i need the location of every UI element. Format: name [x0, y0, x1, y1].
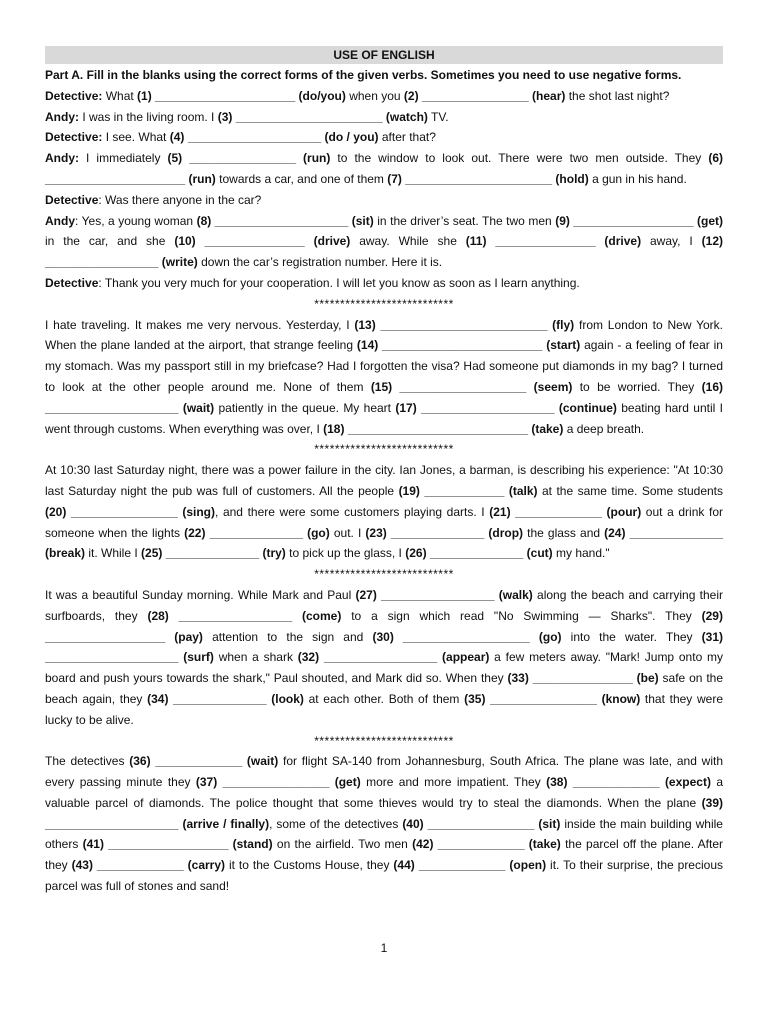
bold-run: (7) ______________________ (hold)	[387, 171, 589, 186]
bold-run: (37) ________________ (get)	[195, 775, 361, 790]
bold-run: Andy	[45, 213, 75, 228]
bold-run: (41) __________________ (stand)	[82, 837, 273, 852]
text-run: I was in the living room. I	[79, 109, 218, 124]
separator: ***************************	[314, 296, 454, 311]
bold-run: (30) ___________________ (go)	[372, 629, 562, 644]
text-run: a few meters away. "Mark! Jump onto my board and push yours towards the shark," Paul shouted, and Mark did so. When they	[45, 650, 724, 686]
text-run: along the beach and carrying their surfboards, they	[45, 587, 723, 623]
bold-run: (17) ____________________ (continue)	[395, 400, 617, 415]
text-run: , and there were some customers playing darts. I	[215, 504, 490, 519]
bold-run: Detective	[45, 275, 99, 290]
text-run: towards a car, and one of them	[215, 171, 388, 186]
text-run: the shot last night?	[565, 88, 670, 103]
text-run: inside the main building while others	[45, 816, 723, 852]
bold-run: (15) ___________________ (seem)	[370, 379, 573, 394]
bold-run: (42) _____________ (take)	[412, 837, 561, 852]
bold-run: (44) _____________ (open)	[393, 858, 547, 873]
bold-run: (36) _____________ (wait)	[129, 754, 279, 769]
text-run: on the airfield. Two men	[272, 837, 413, 852]
text-run: I hate traveling. It makes me very nervous. Yesterday, I	[45, 317, 355, 332]
text-run: when you	[345, 88, 404, 103]
text-run: that they were lucky to be alive.	[45, 691, 723, 727]
text-run: to be worried. They	[572, 379, 702, 394]
bold-run: (38) _____________ (expect)	[546, 775, 711, 790]
text-run: It was a beautiful Sunday morning. While Mark and Paul	[45, 587, 356, 602]
text-run: in the driver’s seat. The two men	[373, 213, 556, 228]
bold-run: (25) ______________ (try)	[141, 546, 286, 561]
bold-run: (18) ___________________________ (take)	[323, 421, 564, 436]
bold-run: (9) __________________ (get)	[555, 213, 724, 228]
bold-run: (35) ________________ (know)	[464, 691, 641, 706]
page-title: USE OF ENGLISH	[45, 46, 723, 64]
bold-run: (43) _____________ (carry)	[71, 858, 225, 873]
bold-run: (6) _____________________ (run)	[45, 151, 723, 186]
text-run: after that?	[378, 130, 436, 145]
text-run: : Yes, a young woman	[75, 213, 197, 228]
text-run: The detectives	[45, 754, 130, 769]
text-run: TV.	[427, 109, 449, 124]
bold-run: (19) ____________ (talk)	[398, 483, 538, 498]
text-run: I immediately	[79, 151, 168, 166]
worksheet-page	[45, 46, 723, 897]
bold-run: (31) ____________________ (surf)	[45, 629, 724, 665]
bold-run: (10) _______________ (drive)	[174, 234, 351, 249]
bold-run: (24) ______________ (break)	[45, 525, 724, 561]
bold-run: Detective:	[45, 88, 103, 103]
page-number: 1	[380, 941, 388, 955]
bold-run: (2) ________________ (hear)	[403, 88, 566, 103]
bold-run: (39) ____________________ (arrive / finally)	[45, 795, 723, 831]
text-run: : Thank you very much for your cooperation. I will let you know as soon as I learn anything.	[98, 275, 580, 290]
bold-run: (26) ______________ (cut)	[405, 546, 553, 561]
text-run: to a sign which read "No Swimming — Sharks". They	[341, 608, 702, 623]
bold-run: Detective:	[45, 130, 103, 145]
text-run: again - a feeling of fear in my stomach. Was my passport still in my briefcase? Had I forgotten the visa? Had someone put diamonds in my bag? I turned to look at the other people around me. None of them	[45, 338, 723, 394]
text-run: out. I	[329, 525, 366, 540]
bold-run: Andy:	[45, 109, 79, 124]
text-run: it. While I	[85, 546, 142, 561]
bold-run: Detective	[45, 192, 99, 207]
paragraph-sharks	[45, 585, 723, 731]
text-run: in the car, and she	[45, 234, 175, 249]
bold-run: (8) ____________________ (sit)	[196, 213, 374, 228]
bold-run: (12) _________________ (write)	[45, 234, 723, 270]
bold-run: (21) _____________ (pour)	[489, 504, 642, 519]
text-run: down the car’s registration number. Here it is.	[197, 255, 443, 270]
text-run: a deep breath.	[563, 421, 645, 436]
text-run: At 10:30 last Saturday night, there was a power failure in the city. Ian Jones, a barman, is describing his experience: "At 10:30 last Saturday night the pub was full of customers. All the people	[45, 463, 723, 498]
instruction-bold: Part A. Fill in the blanks using the correct forms of the given verbs. Sometimes you need to use negative forms.	[45, 68, 682, 82]
separator: ***************************	[314, 567, 454, 582]
text-run: patiently in the queue. My heart	[214, 400, 396, 415]
paragraph-traveling	[45, 315, 723, 440]
text-run: the glass and	[523, 525, 605, 540]
text-run: a valuable parcel of diamonds. The police thought that some thieves would try to steal the diamonds. When the plane	[45, 775, 723, 810]
instruction-text	[45, 65, 723, 86]
text-run: out a drink for someone when the lights	[45, 504, 723, 540]
bold-run: (23) ______________ (drop)	[365, 525, 524, 540]
text-run: the parcel off the plane. After they	[45, 837, 723, 873]
text-run: safe on the beach again, they	[45, 671, 723, 706]
text-run: it. To their surprise, the precious parcel was full of stones and sand!	[45, 858, 723, 894]
text-run: a gun in his hand.	[588, 171, 687, 186]
text-run: beating hard until I went through customs. When everything was over, I	[45, 400, 723, 436]
text-run: , some of the detectives	[269, 816, 403, 831]
separator: ***************************	[314, 733, 454, 748]
text-run: into the water. They	[561, 629, 702, 644]
text-run: away, I	[641, 234, 702, 249]
paragraph-dialogue	[45, 86, 723, 294]
text-run: to the window to look out. There were two men outside. They	[330, 151, 709, 166]
text-run: my hand."	[552, 546, 610, 561]
text-run: What	[102, 88, 138, 103]
bold-run: (11) _______________ (drive)	[465, 234, 642, 249]
bold-run: (34) ______________ (look)	[147, 691, 304, 706]
bold-run: (32) _________________ (appear)	[297, 650, 490, 665]
bold-run: (29) __________________ (pay)	[45, 608, 723, 644]
bold-run: (14) ________________________ (start)	[356, 338, 581, 353]
text-run: attention to the sign and	[202, 629, 373, 644]
bold-run: (28) _________________ (come)	[147, 608, 342, 623]
text-run: : Was there anyone in the car?	[98, 192, 262, 207]
text-run: away. While she	[350, 234, 466, 249]
bold-run: (4) ____________________ (do / you)	[169, 130, 379, 145]
bold-run: (33) _______________ (be)	[507, 671, 659, 686]
bold-run: (22) ______________ (go)	[184, 525, 330, 540]
bold-run: (3) ______________________ (watch)	[217, 109, 428, 124]
text-run: at the same time. Some students	[537, 483, 723, 498]
paragraph-detectives	[45, 751, 723, 897]
text-run: when a shark	[213, 650, 298, 665]
bold-run: (20) ________________ (sing)	[45, 504, 215, 519]
text-run: for flight SA-140 from Johannesburg, South Africa. The plane was late, and with every passing minute they	[45, 754, 723, 790]
bold-run: (16) ____________________ (wait)	[45, 379, 723, 415]
separator: ***************************	[314, 442, 454, 457]
text-run: more and more impatient. They	[360, 775, 547, 790]
text-run: to pick up the glass, I	[285, 546, 406, 561]
bold-run: (40) ________________ (sit)	[402, 816, 561, 831]
bold-run: (1) _____________________ (do/you)	[137, 88, 346, 103]
bold-run: (13) _________________________ (fly)	[354, 317, 575, 332]
paragraph-power-failure	[45, 460, 723, 564]
text-run: I see. What	[102, 130, 170, 145]
bold-run: (27) _________________ (walk)	[355, 587, 533, 602]
bold-run: Andy:	[45, 151, 79, 166]
text-run: from London to New York. When the plane landed at the airport, that strange feeling	[45, 317, 723, 353]
text-run: it to the Customs House, they	[225, 858, 394, 873]
text-run: at each other. Both of them	[303, 691, 465, 706]
bold-run: (5) ________________ (run)	[167, 151, 331, 166]
